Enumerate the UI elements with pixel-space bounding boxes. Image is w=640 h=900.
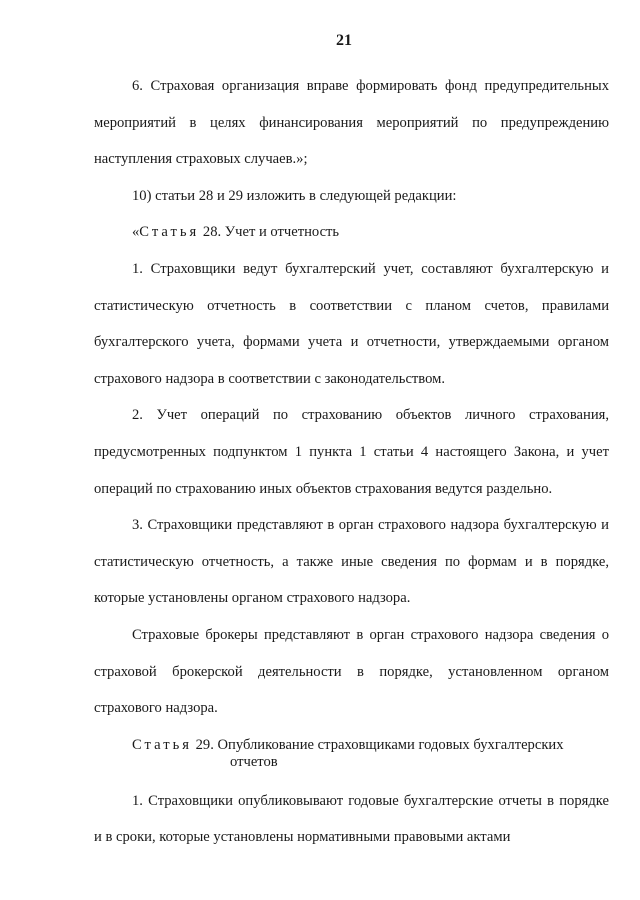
paragraph-article-28-item-3: 3. Страховщики представляют в орган страхового надзора бухгалтерскую и статистическую отчетность, а также иные сведения по формам и в порядке, которые установлены органом страхового надзора. [94, 517, 609, 607]
article-29-word: Статья [132, 736, 192, 753]
paragraph-insurance-fund: 6. Страховая организация вправе формировать фонд предупредительных мероприятий в целях финансирования мероприятий по предупреждению наступления страховых случаев.»; [94, 78, 609, 168]
article-28-word: Статья [139, 224, 200, 241]
paragraph-article-29-item-1: 1. Страховщики опубликовывают годовые бухгалтерские отчеты в порядке и в сроки, которые установлены нормативными правовыми актами [94, 792, 609, 846]
page-number: 21 [336, 32, 352, 49]
article-29-title: 29. Опубликование страховщиками годовых бухгалтерских [191, 736, 564, 753]
article-29-heading [94, 737, 609, 771]
article-29-title-line2: отчетов [230, 753, 278, 770]
paragraph-article-28-item-1: 1. Страховщики ведут бухгалтерский учет, составляют бухгалтерскую и статистическую отчетность в соответствии с планом счетов, правилами бухгалтерского учета, формами учета и отчетности, утверждаемыми органом страхового надзора в соответствии с законодательством. [94, 260, 609, 387]
paragraph-amendment-intro: 10) статьи 28 и 29 изложить в следующей редакции: [132, 187, 457, 204]
article-28-title: 28. Учет и отчетность [199, 224, 340, 241]
paragraph-article-28-item-2: 2. Учет операций по страхованию объектов личного страхования, предусмотренных подпунктом 1 пункта 1 статьи 4 настоящего Закона, и учет операций по страхованию иных объектов страхования ведутся раздельно. [94, 407, 609, 497]
paragraph-brokers: Страховые брокеры представляют в орган страхового надзора сведения о страховой брокерской деятельности в порядке, установленном органом страхового надзора. [94, 626, 609, 717]
article-28-quote: « [132, 224, 140, 241]
document-body [94, 68, 609, 856]
article-28-heading [94, 214, 609, 251]
